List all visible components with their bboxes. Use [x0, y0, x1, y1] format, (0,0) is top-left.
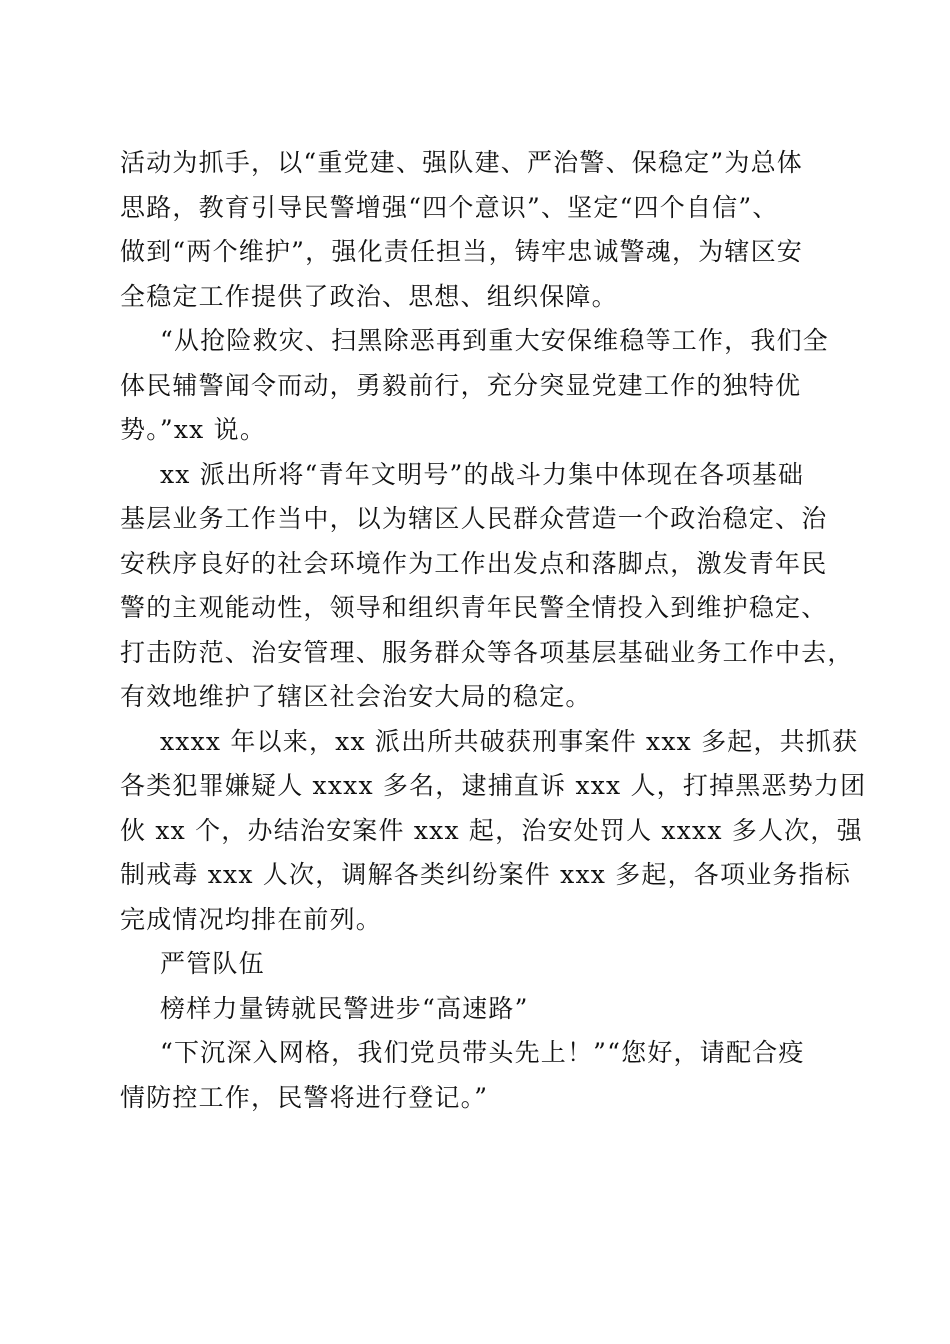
- text-line: 全稳定工作提供了政治、思想、组织保障。: [120, 281, 618, 311]
- text-line: 体民辅警闻令而动，勇毅前行，充分突显党建工作的独特优: [120, 370, 802, 400]
- text-line: 基层业务工作当中，以为辖区人民群众营造一个政治稳定、治: [120, 504, 828, 533]
- text-line: 有效地维护了辖区社会治安大局的稳定。: [120, 682, 592, 711]
- paragraph-grid-quote: [120, 1031, 832, 1120]
- text-line: 伙 xx 个，办结治安案件 xxx 起，治安处罚人 xxxx 多人次，强: [120, 815, 863, 845]
- paragraph-quote: [120, 319, 832, 453]
- text-line: 活动为抓手，以“重党建、强队建、严治警、保稳定”为总体: [120, 148, 803, 177]
- text-line: 势。”xx 说。: [120, 415, 267, 444]
- text-line: 思路，教育引导民警增强“四个意识”、坚定“四个自信”、: [120, 192, 779, 222]
- document-body: [120, 141, 867, 1120]
- text-line: “从抢险救灾、扫黑除恶再到重大安保维稳等工作，我们全: [160, 326, 829, 355]
- text-line: “下沉深入网格，我们党员带头先上！”“您好，请配合疫: [160, 1038, 805, 1067]
- text-line: 完成情况均排在前列。: [120, 904, 383, 934]
- text-line: 打击防范、治安管理、服务群众等各项基层基础业务工作中去，: [120, 637, 854, 667]
- text-line: 严管队伍: [160, 949, 265, 978]
- section-subheading-role-models: [120, 987, 832, 1032]
- text-line: 做到“两个维护”，强化责任担当，铸牢忠诚警魂，为辖区安: [120, 237, 803, 266]
- text-line: 榜样力量铸就民警进步“高速路”: [160, 993, 529, 1023]
- text-line: 情防控工作，民警将进行登记。”: [120, 1082, 489, 1112]
- paragraph-youth-civilization: [120, 453, 854, 720]
- text-line: xxxx 年以来，xx 派出所共破获刑事案件 xxx 多起，共抓获: [160, 726, 859, 756]
- text-line: 安秩序良好的社会环境作为工作出发点和落脚点，激发青年民: [120, 548, 828, 578]
- text-line: 制戒毒 xxx 人次，调解各类纠纷案件 xxx 多起，各项业务指标: [120, 860, 851, 889]
- text-line: 警的主观能动性，领导和组织青年民警全情投入到维护稳定、: [120, 593, 828, 622]
- section-heading-strict-management: [120, 942, 832, 987]
- paragraph-statistics: [120, 720, 867, 943]
- paragraph-party-building-approach: [120, 141, 832, 319]
- text-line: xx 派出所将“青年文明号”的战斗力集中体现在各项基础: [160, 459, 805, 489]
- text-line: 各类犯罪嫌疑人 xxxx 多名，逮捕直诉 xxx 人，打掉黑恶势力团: [120, 771, 867, 800]
